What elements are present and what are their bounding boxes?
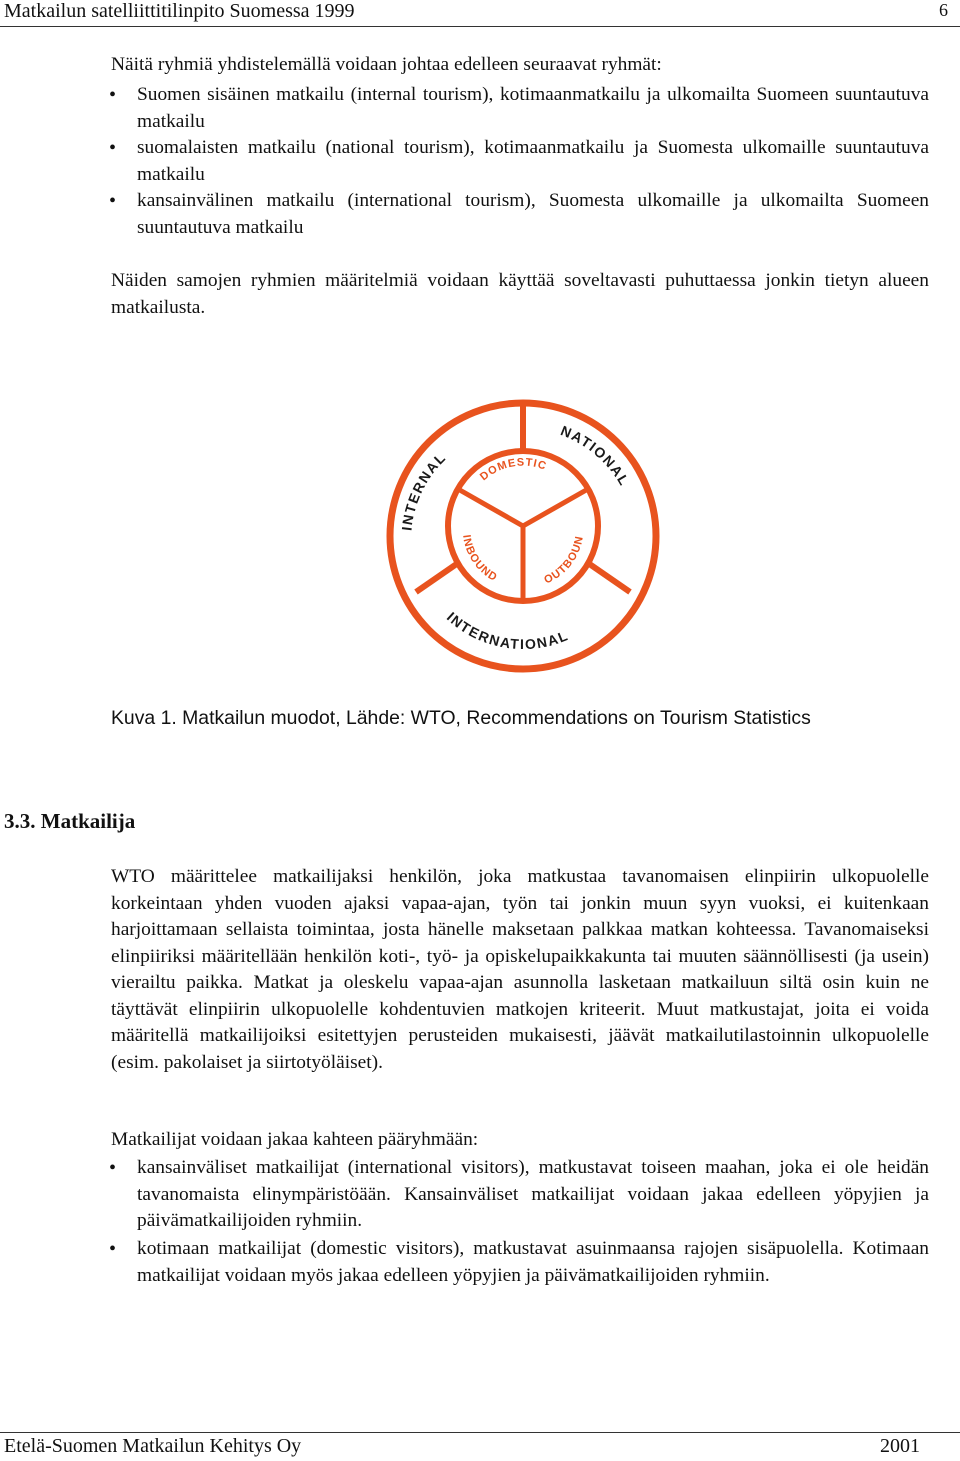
divider-right	[588, 563, 630, 592]
label-national: NATIONAL	[558, 422, 633, 489]
label-domestic: DOMESTIC	[477, 456, 549, 484]
label-outbound: OUTBOUN	[542, 534, 586, 587]
page-number: 6	[939, 0, 948, 20]
paragraph: Matkailijat voidaan jakaa kahteen pääryhmään:	[111, 1129, 479, 1150]
diagram-svg	[383, 396, 663, 676]
label-inbound: INBOUND	[460, 534, 500, 585]
list-item	[109, 82, 929, 135]
header-title: Matkailun satelliittitilinpito Suomessa 1999	[4, 0, 355, 22]
list-item-text: kotimaan matkailijat (domestic visitors), matkustavat asuinmaansa rajojen sisäpuolella. Kotimaan matkailijat voidaan myös jakaa edelleen yöpyjien ja päivämatkailijoiden ryhmiin.	[137, 1238, 929, 1286]
paragraph: WTO määrittelee matkailijaksi henkilön, joka matkustaa tavanomaisen elinpiirin ulkopuolelle korkeintaan yhden vuoden ajaksi vapaa-ajan, työn tai jonkin muun syyn vuoksi, ei kuitenkaan harjoittamaan sellaista toimintaa, josta hänelle maksetaan palkkaa matkan kohteessa. Tavanomaiseksi elinpiiriksi määritellään henkilön koti-, työ- ja opiskelupaikkakunta tai muuten säännöllisesti (ja usein) vierailtu paikka. Matkat ja oleskelu vapaa-ajan asunnolla lasketaan matkailuun siltä osin kuin ne täyttävät elinpiirin ulkopuolelle kohdentuvien matkojen kriteerit. Muut matkustajat, joita ei voida määritellä matkailijoiksi esitettyjen perusteiden mukaisesti, jäävät matkailutilastoinnin ulkopuolelle (esim. pakolaiset ja siirtotyöläiset).	[111, 866, 929, 1073]
footer-year: 2001	[880, 1435, 920, 1457]
bullet-icon: •	[109, 84, 117, 106]
footer-divider	[0, 1432, 960, 1433]
bullet-icon: •	[109, 1238, 117, 1260]
list-item-text: kansainväliset matkailijat (international visitors), matkustavat toiseen maahan, joka ei ole heidän tavanomaista elinympäristöään. Kansainväliset matkailijat voidaan jakaa edelleen yöpyjien ja päivämatkailijoiden ryhmiin.	[137, 1157, 929, 1231]
figure-caption: Kuva 1. Matkailun muodot, Lähde: WTO, Recommendations on Tourism Statistics	[111, 707, 811, 729]
intro-paragraph: Näitä ryhmiä yhdistelemällä voidaan johtaa edelleen seuraavat ryhmät:	[111, 54, 662, 75]
diagram-inner-labels	[383, 396, 586, 586]
list-item-text: suomalaisten matkailu (national tourism), kotimaanmatkailu ja Suomesta ulkomaille suuntautuva matkailu	[137, 137, 929, 185]
list-item-text: kansainvälinen matkailu (international tourism), Suomesta ulkomaille ja ulkomailta Suomeen suuntautuva matkailu	[137, 190, 929, 238]
label-internal: INTERNAL	[398, 448, 450, 532]
list-item-text: Suomen sisäinen matkailu (internal tourism), kotimaanmatkailu ja ulkomailta Suomeen suuntautuva matkailu	[137, 84, 929, 132]
list-item	[109, 1236, 929, 1289]
header-divider	[0, 26, 960, 27]
bullet-icon: •	[109, 1157, 117, 1179]
divider-left	[416, 563, 458, 592]
inner-divider-right	[523, 489, 588, 526]
tourism-forms-diagram	[383, 396, 663, 676]
label-international: INTERNATIONAL	[443, 608, 571, 653]
list-item	[109, 188, 929, 241]
bullet-icon: •	[109, 190, 117, 212]
paragraph: Näiden samojen ryhmien määritelmiä voidaan käyttää soveltavasti puhuttaessa jonkin tietyn alueen matkailusta.	[111, 270, 929, 318]
inner-divider-left	[458, 489, 523, 526]
bullet-icon: •	[109, 137, 117, 159]
list-item	[109, 1155, 929, 1235]
list-item	[109, 135, 929, 188]
section-heading: 3.3. Matkailija	[4, 809, 136, 833]
diagram-shapes	[390, 403, 656, 669]
footer-publisher: Etelä-Suomen Matkailun Kehitys Oy	[4, 1435, 302, 1457]
